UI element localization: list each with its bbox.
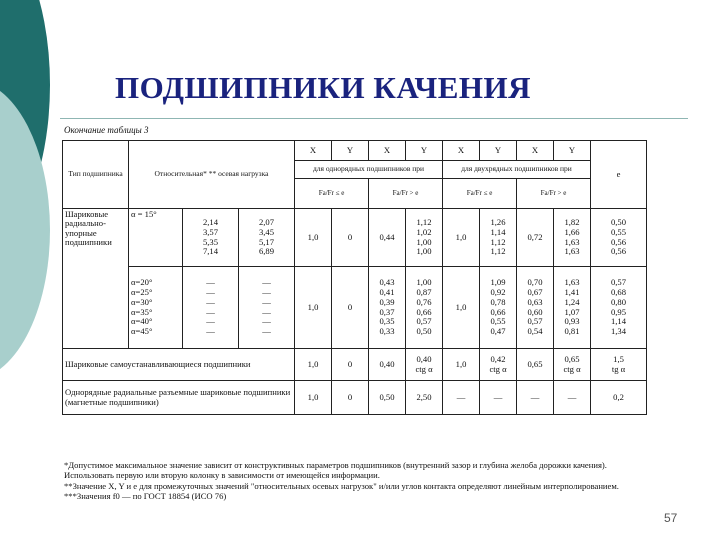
header-x: X [443, 141, 480, 161]
contact-angle-cell: α=20° α=25° α=30° α=35° α=40° α=45° [129, 267, 183, 349]
empty-cell: — [480, 381, 517, 415]
page-number: 57 [664, 511, 678, 525]
e-cell: 0,2 [591, 381, 647, 415]
header-y: Y [554, 141, 591, 161]
x-cell: 1,0 [295, 349, 332, 381]
empty-cell: — [517, 381, 554, 415]
table-caption: Окончание таблицы 3 [64, 125, 149, 135]
relative-load-cell: — — — — — — [239, 267, 295, 349]
x-cell: 0,72 [517, 209, 554, 267]
header-cond-gt: Fa/Fr > e [517, 179, 591, 209]
scanned-table-page [62, 124, 648, 538]
bearing-type-cell: Шариковые самоустанавливающиеся подшипники [63, 349, 295, 381]
e-cell: 1,5 tg α [591, 349, 647, 381]
empty-cell: — [554, 381, 591, 415]
x-cell: 1,0 [295, 381, 332, 415]
y-cell: 1,00 0,87 0,76 0,66 0,57 0,50 [406, 267, 443, 349]
y-cell: 1,82 1,66 1,63 1,63 [554, 209, 591, 267]
empty-cell: — [443, 381, 480, 415]
contact-angle-cell: α = 15° [129, 209, 183, 267]
y-cell: 1,26 1,14 1,12 1,12 [480, 209, 517, 267]
load-factors-table [62, 140, 647, 415]
x-cell: 0,70 0,67 0,63 0,60 0,57 0,54 [517, 267, 554, 349]
y-cell: 1,12 1,02 1,00 1,00 [406, 209, 443, 267]
y-cell: 0,65 ctg α [554, 349, 591, 381]
relative-load-cell: 2,07 3,45 5,17 6,89 [239, 209, 295, 267]
bearing-type-cell: Шариковые радиально-упорные подшипники [63, 209, 129, 349]
y-cell: 2,50 [406, 381, 443, 415]
relative-load-cell: 2,14 3,57 5,35 7,14 [183, 209, 239, 267]
header-y: Y [406, 141, 443, 161]
e-cell: 0,57 0,68 0,80 0,95 1,14 1,34 [591, 267, 647, 349]
x-cell: 1,0 [295, 209, 332, 267]
y-cell: 0,42 ctg α [480, 349, 517, 381]
header-cond-gt: Fa/Fr > e [369, 179, 443, 209]
header-y: Y [332, 141, 369, 161]
table-row [63, 209, 647, 267]
x-cell: 1,0 [295, 267, 332, 349]
y-cell: 1,63 1,41 1,24 1,07 0,93 0,81 [554, 267, 591, 349]
header-single-row: для однорядных подшипников при [295, 161, 443, 179]
footnote: *Допустимое максимальное значение зависит от конструктивных параметров подшипников (внутренний зазор и глубина желоба дорожки качения). Использовать первую или вторую колонку в зависимости от имеющейся информации. [64, 460, 607, 481]
e-cell: 0,50 0,55 0,56 0,56 [591, 209, 647, 267]
x-cell: 0,65 [517, 349, 554, 381]
bearing-type-cell: Однорядные радиальные разъемные шариковые подшипники (магнетные подшипники) [63, 381, 295, 415]
table-row [63, 267, 647, 349]
table-footnotes [64, 460, 642, 501]
relative-load-cell: — — — — — — [183, 267, 239, 349]
slide-title: ПОДШИПНИКИ КАЧЕНИЯ [115, 70, 532, 105]
y-cell: 0 [332, 267, 369, 349]
x-cell: 0,50 [369, 381, 406, 415]
x-cell: 1,0 [443, 349, 480, 381]
footnote: **Значение X, Y и e для промежуточных значений "относительных осевых нагрузок" и/или углов контакта определяют линейным интерполированием. [64, 480, 619, 491]
header-cond-le: Fa/Fr ≤ e [295, 179, 369, 209]
table-row [63, 381, 647, 415]
header-double-row: для двухрядных подшипников при [443, 161, 591, 179]
footnote: ***Значения f0 — по ГОСТ 18854 (ИСО 76) [64, 490, 227, 501]
header-x: X [295, 141, 332, 161]
header-cond-le: Fa/Fr ≤ e [443, 179, 517, 209]
table-row [63, 349, 647, 381]
header-x: X [369, 141, 406, 161]
x-cell: 0,40 [369, 349, 406, 381]
header-x: X [517, 141, 554, 161]
header-row [63, 141, 647, 161]
header-relative-load: Относительная* ** осевая нагрузка [129, 141, 295, 209]
y-cell: 1,09 0,92 0,78 0,66 0,55 0,47 [480, 267, 517, 349]
x-cell: 1,0 [443, 209, 480, 267]
y-cell: 0 [332, 381, 369, 415]
y-cell: 0 [332, 349, 369, 381]
header-e: e [591, 141, 647, 209]
header-bearing-type: Тип подшипника [63, 141, 129, 209]
x-cell: 1,0 [443, 267, 480, 349]
header-y: Y [480, 141, 517, 161]
y-cell: 0,40 ctg α [406, 349, 443, 381]
x-cell: 0,44 [369, 209, 406, 267]
title-divider [60, 118, 688, 119]
y-cell: 0 [332, 209, 369, 267]
x-cell: 0,43 0,41 0,39 0,37 0,35 0,33 [369, 267, 406, 349]
